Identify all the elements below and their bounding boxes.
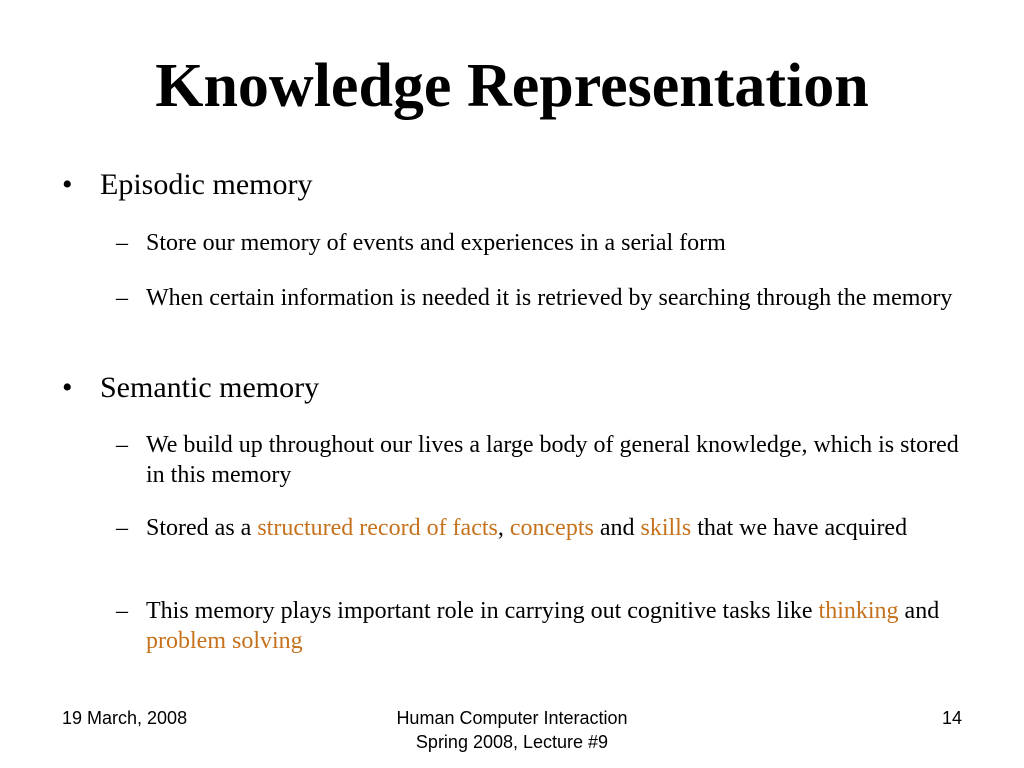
sub-bullet-text: When certain information is needed it is retrieved by searching through the memory — [146, 285, 953, 311]
text-segment: Stored as a — [146, 515, 258, 541]
text-segment: , — [497, 515, 510, 541]
dash-glyph: – — [116, 285, 128, 311]
sub-bullet-stored-as — [116, 513, 976, 543]
sub-bullet-text — [116, 513, 976, 543]
highlight-skills: skills — [640, 515, 692, 541]
highlight-thinking: thinking — [818, 598, 899, 624]
footer-page-number: 14 — [941, 708, 962, 728]
bullet-label: Semantic memory — [100, 371, 320, 404]
dash-glyph: – — [116, 515, 128, 541]
highlight-structured-record: structured record of facts — [257, 515, 498, 541]
dash-glyph: – — [116, 230, 128, 256]
bullet-glyph: • — [62, 371, 73, 404]
dash-glyph: – — [116, 598, 128, 624]
sub-bullet-text: Store our memory of events and experiences in a serial form — [146, 230, 726, 256]
footer-date: 19 March, 2008 — [62, 708, 188, 728]
text-segment: that we have acquired — [691, 515, 908, 541]
sub-bullet-text: We build up throughout our lives a large body of general knowledge, which is stored in this memory — [146, 432, 959, 488]
footer-course-info — [312, 706, 712, 754]
bullet-semantic-memory — [62, 371, 319, 405]
footer-lecture: Spring 2008, Lecture #9 — [415, 732, 609, 752]
sub-bullet-retrieval — [116, 283, 976, 313]
dash-glyph: – — [116, 432, 128, 458]
sub-bullet-serial-form — [116, 228, 976, 258]
sub-bullet-text — [116, 596, 976, 656]
text-segment: and — [593, 515, 641, 541]
sub-bullet-general-knowledge — [116, 430, 976, 490]
footer-course: Human Computer Interaction — [396, 708, 628, 728]
slide-title: Knowledge Representation — [155, 52, 869, 120]
highlight-problem-solving: problem solving — [146, 628, 303, 654]
text-segment: This memory plays important role in carrying out cognitive tasks like — [146, 598, 819, 624]
bullet-glyph: • — [62, 168, 73, 201]
sub-bullet-cognitive-tasks — [116, 596, 976, 656]
text-segment: and — [898, 598, 940, 624]
highlight-concepts: concepts — [509, 515, 594, 541]
bullet-label: Episodic memory — [100, 168, 313, 201]
bullet-episodic-memory — [62, 168, 312, 202]
